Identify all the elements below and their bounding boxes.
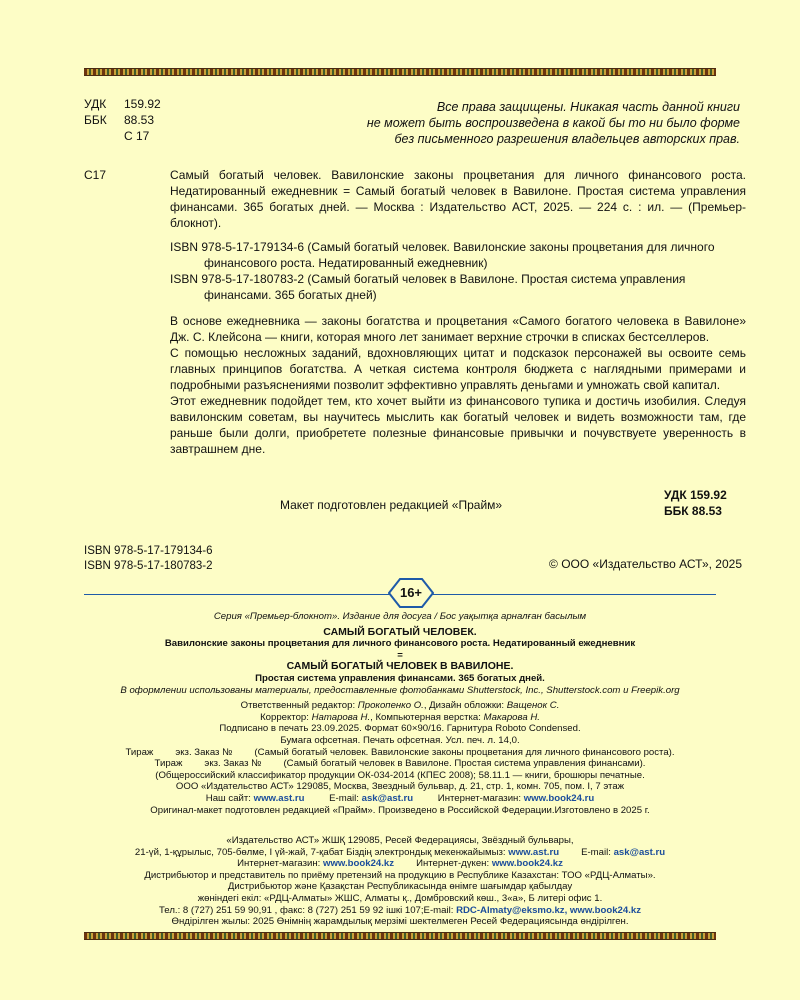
annotation — [170, 313, 746, 457]
isbn-bottom: ISBN 978-5-17-179134-6 ISBN 978-5-17-180783-2 — [84, 545, 213, 572]
photo-credit: В оформлении использованы материалы, предоставленные фотобанками Shutterstock, Inc., Shutterstock.com и Freepik.org — [120, 684, 680, 696]
corrector-line: Корректор: Натарова Н., Компьютерная верстка: Макарова Н. — [260, 711, 540, 723]
imprint-block — [84, 611, 716, 816]
site-link[interactable]: www.ast.ru — [253, 792, 305, 804]
prepared-by: Макет подготовлен редакцией «Прайм» — [280, 498, 503, 512]
shop-link[interactable]: www.book24.kz — [322, 858, 395, 870]
email-link[interactable]: ask@ast.ru — [613, 846, 666, 858]
contacts-line: Наш сайт: www.ast.ru E-mail: ask@ast.ru Интернет-магазин: www.book24.ru — [205, 792, 595, 804]
isbn-entry: ISBN 978-5-17-179134-6 (Самый богатый человек. Вавилонские законы процветания для личного финансового роста. Недатированный ежедневник) — [170, 240, 715, 270]
top-ornament-border — [84, 68, 716, 76]
email-link[interactable]: RDC-Almaty@eksmo.kz, www.book24.kz — [456, 904, 642, 916]
copyright: © ООО «Издательство АСТ», 2025 — [549, 557, 742, 571]
age-rating-label: 16+ — [399, 585, 423, 600]
imprint-title: САМЫЙ БОГАТЫЙ ЧЕЛОВЕК. — [323, 625, 477, 638]
imprint-subtitle: Простая система управления финансами. 365 богатых дней. — [255, 672, 545, 684]
bibliographic-record — [84, 167, 746, 457]
udk-right: УДК 159.92 ББК 88.53 — [664, 488, 727, 518]
udk-row: УДК 159.92 — [84, 97, 161, 111]
bbk-row: ББК 88.53 — [84, 113, 155, 127]
annotation-paragraph: С помощью несложных заданий, вдохновляющих цитат и подсказок персонажей вы освоите семь главных принципов богатства. А четкая система контроля бюджета с наглядными примерами и подробными разъяснениями позволит эффективно управлять деньгами и умножать свой капитал. — [170, 346, 746, 392]
classifier-line: (Общероссийский классификатор продукции ОК-034-2014 (КПЕС 2008); 58.11.1 — книги, брошюры печатные. — [155, 769, 645, 781]
series-line: Серия «Премьер-блокнот». Издание для досуга / Бос уақытқа арналған басылым — [213, 611, 587, 622]
udk-block — [84, 96, 161, 144]
print-info: Подписано в печать 23.09.2025. Формат 60×90/16. Гарнитура Roboto Condensed. — [219, 723, 581, 735]
original-line: Оригинал-макет подготовлен редакцией «Прайм». Произведено в Российской Федерации.Изготовлено в 2025 г. — [150, 804, 650, 816]
imprint-title: САМЫЙ БОГАТЫЙ ЧЕЛОВЕК В ВАВИЛОНЕ. — [286, 660, 514, 673]
annotation-paragraph: В основе ежедневника — законы богатства и процветания «Самого богатого человека в Вавилоне» Дж. С. Клейсона — книги, которая много лет занимает верхние строчки в списках бестселлеров. — [170, 314, 746, 344]
paper-info: Бумага офсетная. Печать офсетная. Усл. печ. л. 14,0. — [280, 734, 520, 746]
run-line: Тираж экз. Заказ № (Самый богатый человек. Вавилонские законы процветания для личного финансового роста). — [125, 746, 675, 758]
bottom-ornament-border — [84, 932, 716, 940]
cutter-mark: С17 — [84, 168, 107, 182]
imprint-equals: = — [397, 649, 403, 661]
shop-link[interactable]: www.book24.ru — [523, 792, 595, 804]
imprint-subtitle: Вавилонские законы процветания для личного финансового роста. Недатированный ежедневник — [164, 638, 636, 650]
kz-info-block: «Издательство АСТ» ЖШҚ 129085, Ресей Федерациясы, Звёздный бульвары, 21-үй, 1-құрылыс, 705-бөлме, I үй-жай, 7-қабат Біздің электрондық мекенжайымыз: www.ast.ru E-mail: ask@ast.ru Интернет-магазин: www.book24.kz Интернет-дүкен: www.book24.kz Дистрибьютор и представитель по приёму претензий на продукцию в Республике Казахстан: ТОО «РДЦ-Алматы». Дистрибьютор және Қазақстан Республикасында өнімге шағымдар қабылдау жөніндегі екіл: «РДЦ-Алматы» ЖШС, Алматы қ., Домбровский көш., 3«а», Б литері офис 1. Тел.: 8 (727) 251 59 90,91 , факс: 8 (727) 251 59 92 ішкі 107;E-mail: RDC-Almaty@eksmo.kz, www.book24.kz Өндірілген жылы: 2025 Өнімнің жарамдылық мерзімі шектелмеген Ресей Федерациясында өндірілген. — [134, 835, 666, 928]
email-link[interactable]: ask@ast.ru — [361, 792, 414, 804]
cutter-row: С 17 — [124, 129, 150, 143]
editor-line: Ответственный редактор: Прокопенко О., Дизайн обложки: Ващенок С. — [240, 700, 560, 712]
shop-link[interactable]: www.book24.kz — [491, 858, 563, 870]
run-line: Тираж экз. Заказ № (Самый богатый человек в Вавилоне. Простая система управления финансами). — [154, 758, 646, 770]
isbn-list — [170, 239, 746, 303]
annotation-paragraph: Этот ежедневник подойдет тем, кто хочет выйти из финансового тупика и достичь изобилия. Следуя вавилонским советам, вы научитесь мыслить как богатый человек и видеть возможности там, где раньше были долги, приобретете полезные финансовые привычки и почувствуете уверенность в завтрашнем дне. — [170, 394, 746, 456]
site-link[interactable]: www.ast.ru — [508, 846, 560, 858]
address-line: ООО «Издательство АСТ» 129085, Москва, Звездный бульвар, д. 21, стр. 1, комн. 705, пом. I, 7 этаж — [175, 781, 625, 793]
isbn-entry: ISBN 978-5-17-180783-2 (Самый богатый человек в Вавилоне. Простая система управления финансами. 365 богатых дней) — [170, 272, 686, 302]
rights-notice: Все права защищены. Никакая часть данной книги не может быть воспроизведена в какой бы то ни было форме без письменного разрешения владельцев авторских прав. — [366, 100, 740, 146]
book-description: Самый богатый человек. Вавилонские законы процветания для личного финансового роста. Недатированный ежедневник = Самый богатый человек в Вавилоне. Простая система управления финансами. 365 богатых дней. — Москва : Издательство АСТ, 2025. — 224 с. : ил. — (Премьер-блокнот). — [170, 168, 746, 230]
